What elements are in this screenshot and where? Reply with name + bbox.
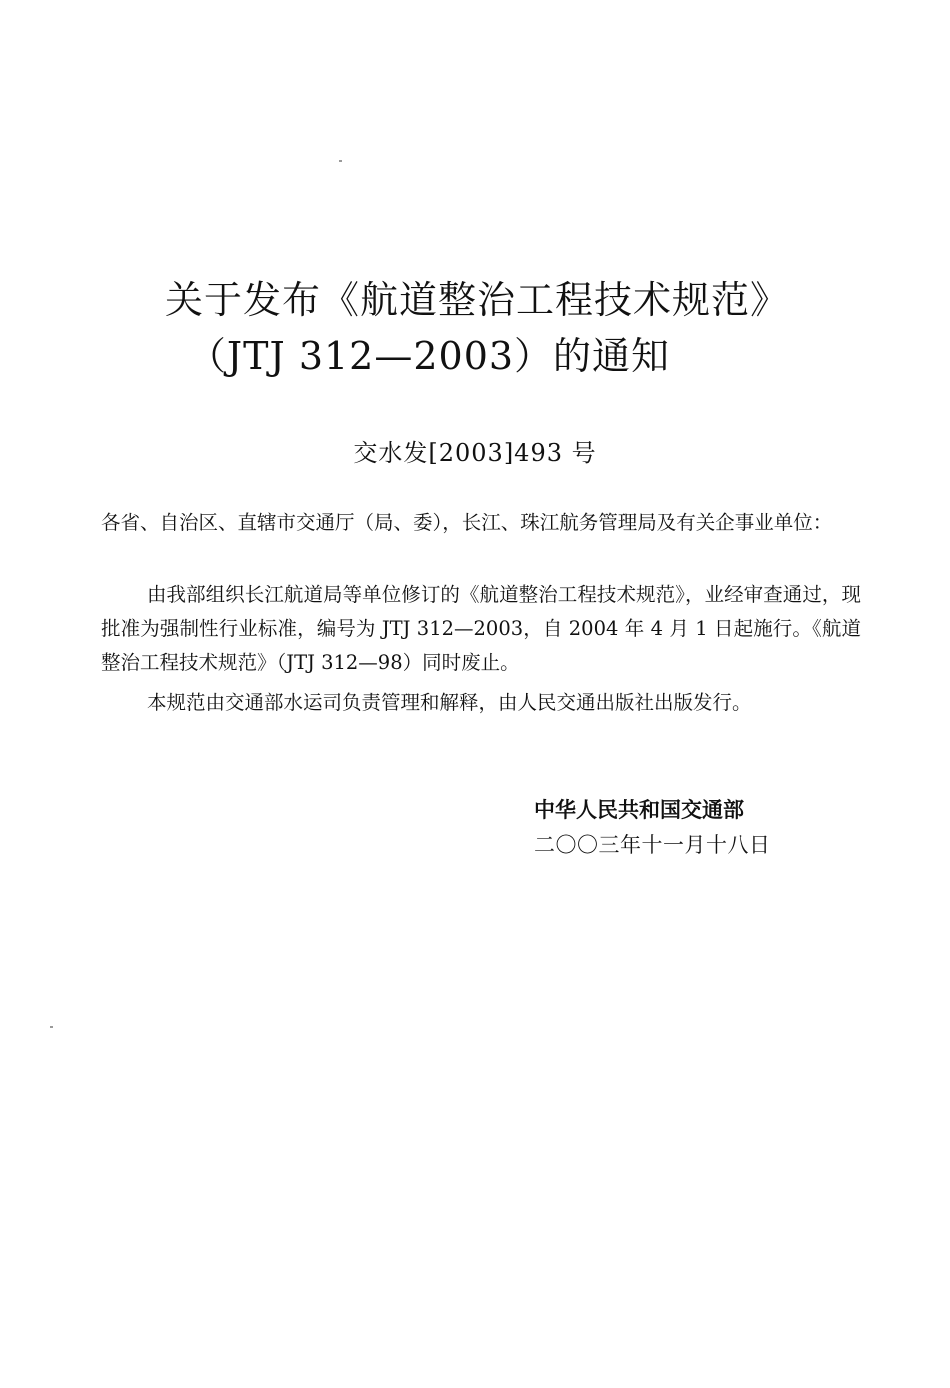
signature-organization: 中华人民共和国交通部 [534, 797, 744, 822]
document-number: 交水发[2003]493 号 [353, 439, 597, 467]
scan-speck [50, 1026, 53, 1028]
scan-speck [339, 160, 342, 162]
addressee: 各省、自治区、直辖市交通厅（局、委），长江、珠江航务管理局及有关企事业单位： [101, 511, 833, 534]
body-paragraph-1: 由我部组织长江航道局等单位修订的《航道整治工程技术规范》，业经审查通过，现批准为强制性行业标准，编号为 JTJ 312—2003，自 2004 年 4 月 1 日起施行。《航道整治工程技术规范》（JTJ 312—98）同时废止。 [101, 583, 861, 674]
signature-date: 二〇〇三年十一月十八日 [534, 833, 771, 857]
title-line-1: 关于发布《航道整治工程技术规范》 [164, 278, 789, 322]
title-line-2: （JTJ 312—2003）的通知 [187, 334, 671, 378]
body-paragraph-2: 本规范由交通部水运司负责管理和解释，由人民交通出版社出版发行。 [147, 691, 752, 714]
